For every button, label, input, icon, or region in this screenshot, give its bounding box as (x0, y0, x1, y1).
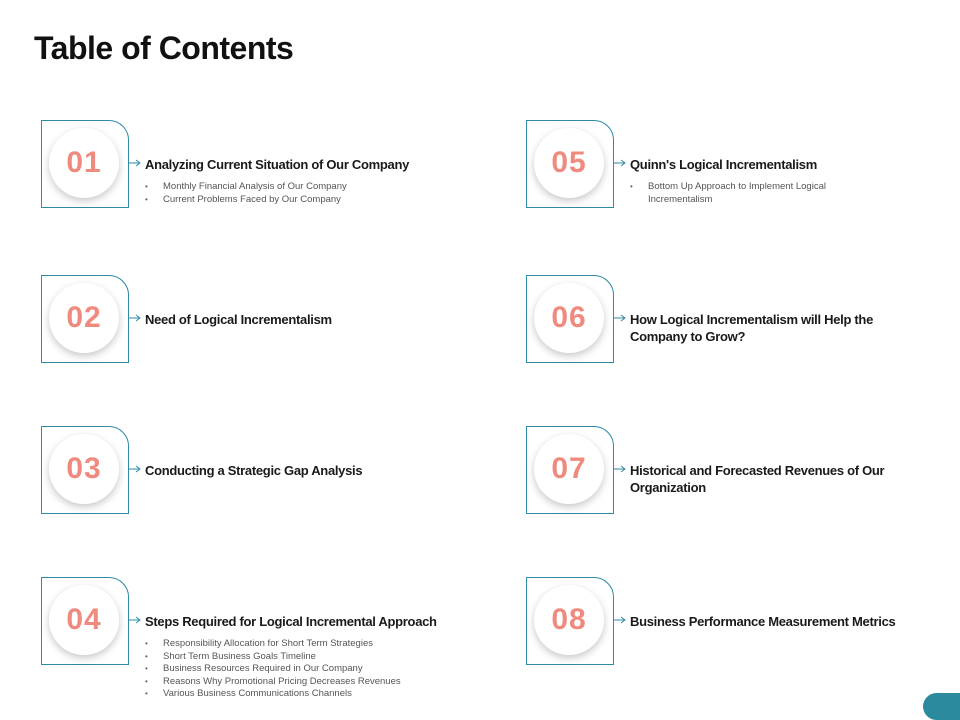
toc-subtopics (630, 181, 860, 206)
arrow-right-icon (613, 616, 627, 624)
toc-item-06[interactable] (526, 275, 946, 395)
toc-heading: Conducting a Strategic Gap Analysis (145, 463, 363, 478)
arrow-right-icon (128, 314, 142, 322)
toc-subtopic: • Responsibility Allocation for Short Term Strategies (145, 638, 465, 651)
arrow-right-icon (128, 616, 142, 624)
toc-subtopic: • Various Business Communications Channels (145, 688, 465, 701)
toc-item-07[interactable] (526, 426, 946, 546)
arrow-right-icon (613, 314, 627, 322)
toc-item-04[interactable] (41, 577, 461, 707)
number-badge: 08 (534, 585, 604, 655)
number-badge: 02 (49, 283, 119, 353)
toc-heading: Quinn's Logical Incrementalism (630, 157, 817, 172)
toc-item-08[interactable] (526, 577, 946, 697)
toc-subtopic: • Reasons Why Promotional Pricing Decreases Revenues (145, 676, 465, 689)
toc-heading: Historical and Forecasted Revenues of Our Organization (630, 463, 885, 495)
page-title: Table of Contents (34, 30, 294, 66)
number-badge: 03 (49, 434, 119, 504)
number-badge: 07 (534, 434, 604, 504)
toc-subtopics (145, 181, 465, 206)
toc-heading: Need of Logical Incrementalism (145, 312, 332, 327)
toc-item-05[interactable] (526, 120, 946, 240)
toc-item-01[interactable] (41, 120, 461, 240)
number-badge: 01 (49, 128, 119, 198)
number-badge: 06 (534, 283, 604, 353)
toc-item-03[interactable] (41, 426, 461, 546)
toc-subtopics (145, 638, 465, 701)
arrow-right-icon (128, 159, 142, 167)
toc-item-02[interactable] (41, 275, 461, 395)
toc-heading: Steps Required for Logical Incremental Approach (145, 614, 437, 629)
slide-nav-tab[interactable] (923, 693, 960, 720)
number-badge: 04 (49, 585, 119, 655)
toc-subtopic: • Business Resources Required in Our Company (145, 663, 465, 676)
toc-subtopic: • Short Term Business Goals Timeline (145, 651, 465, 664)
toc-subtopic: • Bottom Up Approach to Implement Logical Incrementalism (630, 181, 860, 206)
number-badge: 05 (534, 128, 604, 198)
arrow-right-icon (613, 465, 627, 473)
arrow-right-icon (128, 465, 142, 473)
toc-subtopic: • Monthly Financial Analysis of Our Company (145, 181, 465, 194)
toc-subtopic: • Current Problems Faced by Our Company (145, 194, 465, 207)
toc-heading: Analyzing Current Situation of Our Company (145, 157, 410, 172)
toc-heading: Business Performance Measurement Metrics (630, 614, 896, 629)
toc-heading: How Logical Incrementalism will Help the Company to Grow? (630, 312, 873, 344)
arrow-right-icon (613, 159, 627, 167)
